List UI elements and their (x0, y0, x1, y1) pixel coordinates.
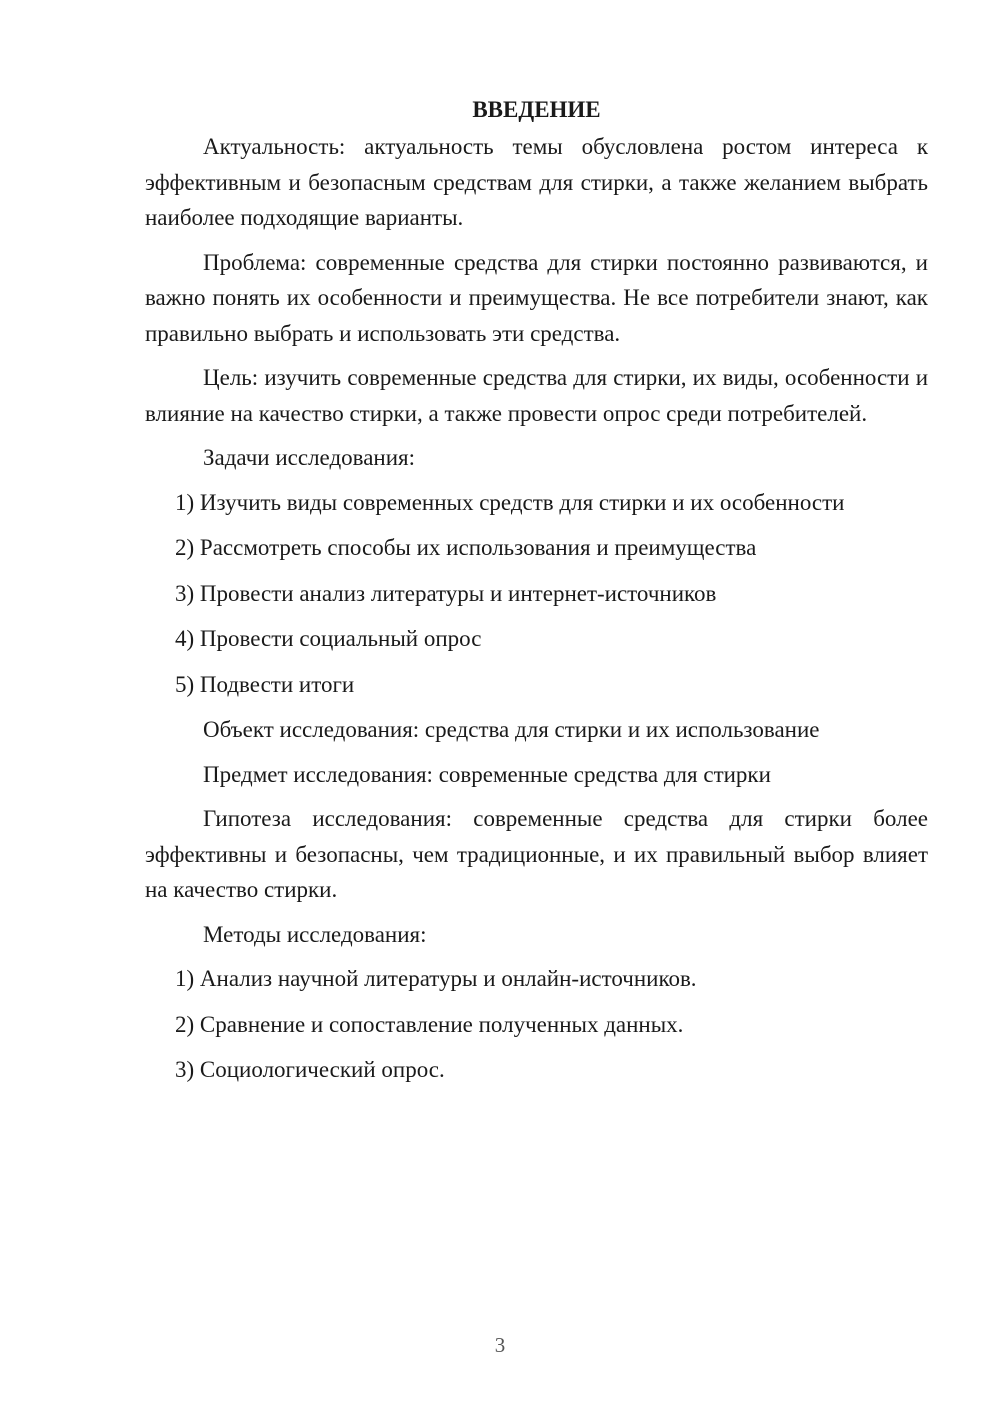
list-item: 2) Рассмотреть способы их использования и преимущества (175, 535, 757, 560)
tasks-heading: Задачи исследования: (203, 445, 416, 470)
list-item: 3) Социологический опрос. (175, 1057, 445, 1082)
goal-paragraph: Цель: изучить современные средства для стирки, их виды, особенности и влияние на качество стирки, а также провести опрос среди потребителей. (145, 365, 928, 426)
list-item: 5) Подвести итоги (175, 671, 355, 697)
hypothesis-paragraph: Гипотеза исследования: современные средства для стирки более эффективны и безопасны, чем традиционные, и их правильный выбор влияет на качество стирки. (145, 806, 928, 902)
list-item: 1) Изучить виды современных средств для стирки и их особенности (175, 489, 845, 515)
list-item: 4) Провести социальный опрос (175, 626, 482, 651)
subject-paragraph: Предмет исследования: современные средства для стирки (203, 761, 771, 787)
tasks-list (145, 485, 928, 703)
list-item: 3) Провести анализ литературы и интернет-источников (175, 580, 717, 606)
list-item: 2) Сравнение и сопоставление полученных данных. (175, 1011, 684, 1037)
document-page (145, 92, 928, 1098)
object-paragraph: Объект исследования: средства для стирки и их использование (203, 717, 820, 742)
page-number: 3 (494, 1333, 506, 1357)
list-item: 1) Анализ научной литературы и онлайн-источников. (175, 966, 697, 991)
problem-paragraph: Проблема: современные средства для стирки постоянно развиваются, и важно понять их особенности и преимущества. Не все потребители знают, как правильно выбрать и использовать эти средства. (145, 249, 928, 346)
section-title: ВВЕДЕНИЕ (472, 97, 601, 122)
methods-list (145, 961, 928, 1088)
relevance-paragraph: Актуальность: актуальность темы обусловлена ростом интереса к эффективным и безопасным средствам для стирки, а также желанием выбрать наиболее подходящие варианты. (145, 134, 928, 230)
methods-heading: Методы исследования: (203, 921, 427, 947)
